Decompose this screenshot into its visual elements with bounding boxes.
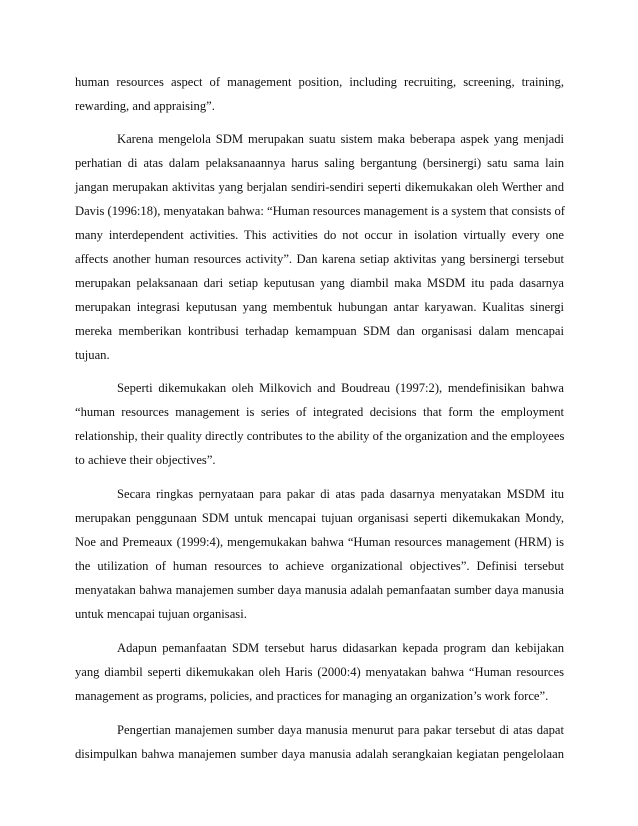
paragraph-4-line-2: merupakan penggunaan SDM untuk mencapai tujuan organisasi seperti dikemukakan Mondy, — [75, 511, 564, 525]
paragraph-3-line-3: relationship, their quality directly contributes to the ability of the organization and the employees — [75, 429, 565, 443]
paragraph-2-line-8: merupakan integrasi keputusan yang membentuk hubungan antar karyawan. Kualitas sinergi — [75, 300, 564, 314]
paragraph-5-line-3: management as programs, policies, and practices for managing an organization’s work force”. — [75, 689, 549, 703]
paragraph-4-line-1: Secara ringkas pernyataan para pakar di atas pada dasarnya menyatakan MSDM itu — [117, 487, 564, 501]
paragraph-3-line-4: to achieve their objectives”. — [75, 453, 216, 467]
paragraph-5-line-2: yang diambil seperti dikemukakan oleh Haris (2000:4) menyatakan bahwa “Human resources — [75, 665, 564, 679]
paragraph-2-line-7: merupakan pelaksanaan dari setiap keputusan yang diambil maka MSDM itu pada dasarnya — [75, 276, 564, 290]
paragraph-6-line-2: disimpulkan bahwa manajemen sumber daya manusia adalah serangkaian kegiatan pengelolaan — [75, 747, 564, 761]
paragraph-2-line-4: Davis (1996:18), menyatakan bahwa: “Human resources management is a system that consists of — [75, 204, 565, 218]
paragraph-6-line-1: Pengertian manajemen sumber daya manusia menurut para pakar tersebut di atas dapat — [117, 723, 564, 737]
paragraph-2-line-3: jangan merupakan aktivitas yang berjalan sendiri-sendiri seperti dikemukakan oleh Werther and — [75, 180, 564, 194]
paragraph-2-line-10: tujuan. — [75, 348, 110, 362]
paragraph-2-line-9: mereka memberikan kontribusi terhadap kemampuan SDM dan organisasi dalam mencapai — [75, 324, 564, 338]
paragraph-5-line-1: Adapun pemanfaatan SDM tersebut harus didasarkan kepada program dan kebijakan — [117, 641, 564, 655]
paragraph-1-line-1: human resources aspect of management position, including recruiting, screening, training, — [75, 75, 564, 89]
paragraph-4-line-3: Noe and Premeaux (1999:4), mengemukakan bahwa “Human resources management (HRM) is — [75, 535, 564, 549]
paragraph-2-line-2: perhatian di atas dalam pelaksanaannya harus saling bergantung (bersinergi) satu sama lain — [75, 156, 564, 170]
paragraph-4-line-5: menyatakan bahwa manajemen sumber daya manusia adalah pemanfaatan sumber daya manusia — [75, 583, 564, 597]
paragraph-4-line-6: untuk mencapai tujuan organisasi. — [75, 607, 247, 621]
paragraph-4-line-4: the utilization of human resources to achieve organizational objectives”. Definisi tersebut — [75, 559, 564, 573]
paragraph-3-line-1: Seperti dikemukakan oleh Milkovich and Boudreau (1997:2), mendefinisikan bahwa — [117, 381, 564, 395]
paragraph-2-line-6: affects another human resources activity”. Dan karena setiap aktivitas yang bersinergi tersebut — [75, 252, 564, 266]
paragraph-2-line-5: many interdependent activities. This activities do not occur in isolation virtually every one — [75, 228, 564, 242]
paragraph-3-line-2: “human resources management is series of integrated decisions that form the employment — [75, 405, 564, 419]
paragraph-1-line-2: rewarding, and appraising”. — [75, 99, 215, 113]
paragraph-2-line-1: Karena mengelola SDM merupakan suatu sistem maka beberapa aspek yang menjadi — [117, 132, 564, 146]
